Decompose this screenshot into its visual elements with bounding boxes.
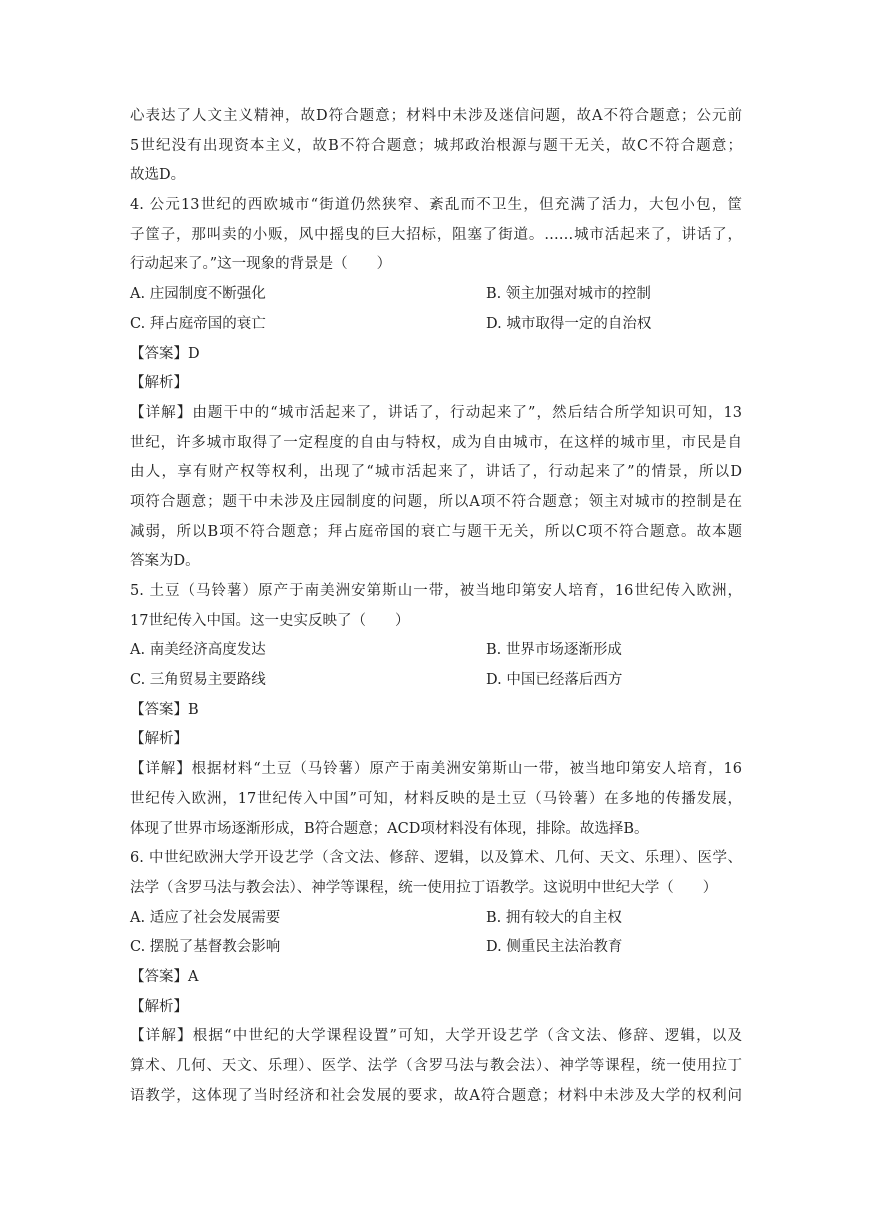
q4-options-row-1 (130, 280, 742, 310)
q5-detail-line-3: 体现了世界市场逐渐形成，B符合题意；ACD项材料没有体现，排除。故选择B。 (130, 820, 649, 837)
q6-answer (130, 963, 742, 993)
q4-detail-line-4: 项符合题意；题干中未涉及庄园制度的问题，所以A项不符合题意；领主对城市的控制是在 (130, 493, 742, 510)
q5-options-row-2 (130, 666, 742, 696)
q5-option-d: D. 中国已经落后西方 (486, 672, 623, 689)
q4-options-row-2 (130, 310, 742, 340)
q6-option-a: A. 适应了社会发展需要 (130, 909, 281, 926)
q5-answer (130, 696, 742, 726)
q6-detail-line-1: 【详解】根据“中世纪的大学课程设置”可知，大学开设艺学（含文法、修辞、逻辑，以及 (130, 1028, 742, 1045)
q5-stem-line-1: 5. 土豆（马铃薯）原产于南美洲安第斯山一带，被当地印第安人培育，16世纪传入欧洲， (130, 583, 742, 599)
q4-option-a: A. 庄园制度不断强化 (130, 286, 266, 303)
q4-stem-line-3: 行动起来了。”这一现象的背景是（ ） (130, 256, 392, 273)
q6-answer-label: 【答案】 (130, 968, 188, 985)
q6-analysis-label: 【解析】 (130, 998, 188, 1015)
intro-line-1: 心表达了人文主义精神，故D符合题意；材料中未涉及迷信问题，故A不符合题意；公元前 (130, 108, 742, 124)
question-6 (130, 844, 742, 1111)
q5-option-a: A. 南美经济高度发达 (130, 642, 266, 659)
q6-option-b: B. 拥有较大的自主权 (486, 909, 622, 926)
q5-stem-line-2: 17世纪传入中国。这一史实反映了（ ） (130, 612, 410, 629)
q4-stem-line-2: 子筐子，那叫卖的小贩，风中摇曳的巨大招标，阻塞了街道。……城市活起来了，讲话了， (130, 226, 742, 243)
q5-detail-line-1: 【详解】根据材料“土豆（马铃薯）原产于南美洲安第斯山一带，被当地印第安人培育，16 (130, 761, 742, 778)
document-page (130, 102, 742, 1111)
q4-detail-line-2: 世纪，许多城市取得了一定程度的自由与特权，成为自由城市，在这样的城市里，市民是自 (130, 434, 742, 451)
q6-stem-line-1: 6. 中世纪欧洲大学开设艺学（含文法、修辞、逻辑，以及算术、几何、天文、乐理）、医学、 (130, 850, 742, 867)
q4-detail-line-3: 由人，享有财产权等权利，出现了“城市活起来了，讲话了，行动起来了”的情景，所以D (130, 464, 742, 481)
q4-stem-line-1: 4. 公元13世纪的西欧城市“街道仍然狭窄、紊乱而不卫生，但充满了活力，大包小包，筐 (130, 197, 742, 214)
q5-option-c: C. 三角贸易主要路线 (130, 672, 266, 689)
q4-answer-label: 【答案】 (130, 345, 188, 362)
q5-analysis-label: 【解析】 (130, 731, 188, 748)
q6-answer-value: A (188, 968, 199, 985)
q6-option-c: C. 摆脱了基督教会影响 (130, 939, 281, 956)
q4-answer (130, 340, 742, 370)
q5-options-row-1 (130, 636, 742, 666)
q4-option-b: B. 领主加强对城市的控制 (486, 286, 651, 303)
q6-options-row-1 (130, 904, 742, 934)
q6-detail-line-2: 算术、几何、天文、乐理）、医学、法学（含罗马法与教会法）、神学等课程，统一使用拉丁 (130, 1058, 742, 1074)
intro-line-2: 5世纪没有出现资本主义，故B不符合题意；城邦政治根源与题干无关，故C不符合题意； (130, 137, 742, 154)
q6-detail-line-3: 语教学，这体现了当时经济和社会发展的要求，故A符合题意；材料中未涉及大学的权利问 (130, 1087, 742, 1104)
intro-line-3: 故选D。 (130, 167, 186, 184)
q5-option-b: B. 世界市场逐渐形成 (486, 642, 622, 659)
q5-detail-line-2: 世纪传入欧洲，17世纪传入中国”可知，材料反映的是土豆（马铃薯）在多地的传播发展， (130, 790, 742, 807)
q4-option-d: D. 城市取得一定的自治权 (486, 315, 652, 332)
q4-detail-line-6: 答案为D。 (130, 553, 200, 570)
q6-stem-line-2: 法学（含罗马法与教会法）、神学等课程，统一使用拉丁语教学。这说明中世纪大学（ ） (130, 879, 718, 896)
question-4 (130, 191, 742, 577)
q4-analysis-label: 【解析】 (130, 375, 188, 392)
q5-answer-label: 【答案】 (130, 701, 188, 718)
q4-detail-line-5: 减弱，所以B项不符合题意；拜占庭帝国的衰亡与题干无关，所以C项不符合题意。故本题 (130, 523, 742, 540)
q4-answer-value: D (188, 345, 200, 362)
q6-option-d: D. 侧重民主法治教育 (486, 939, 623, 956)
q4-option-c: C. 拜占庭帝国的衰亡 (130, 315, 266, 332)
q6-options-row-2 (130, 933, 742, 963)
q5-answer-value: B (188, 701, 199, 718)
question-5 (130, 577, 742, 844)
q4-detail-line-1: 【详解】由题干中的“城市活起来了，讲话了，行动起来了”，然后结合所学知识可知，13 (130, 404, 742, 421)
